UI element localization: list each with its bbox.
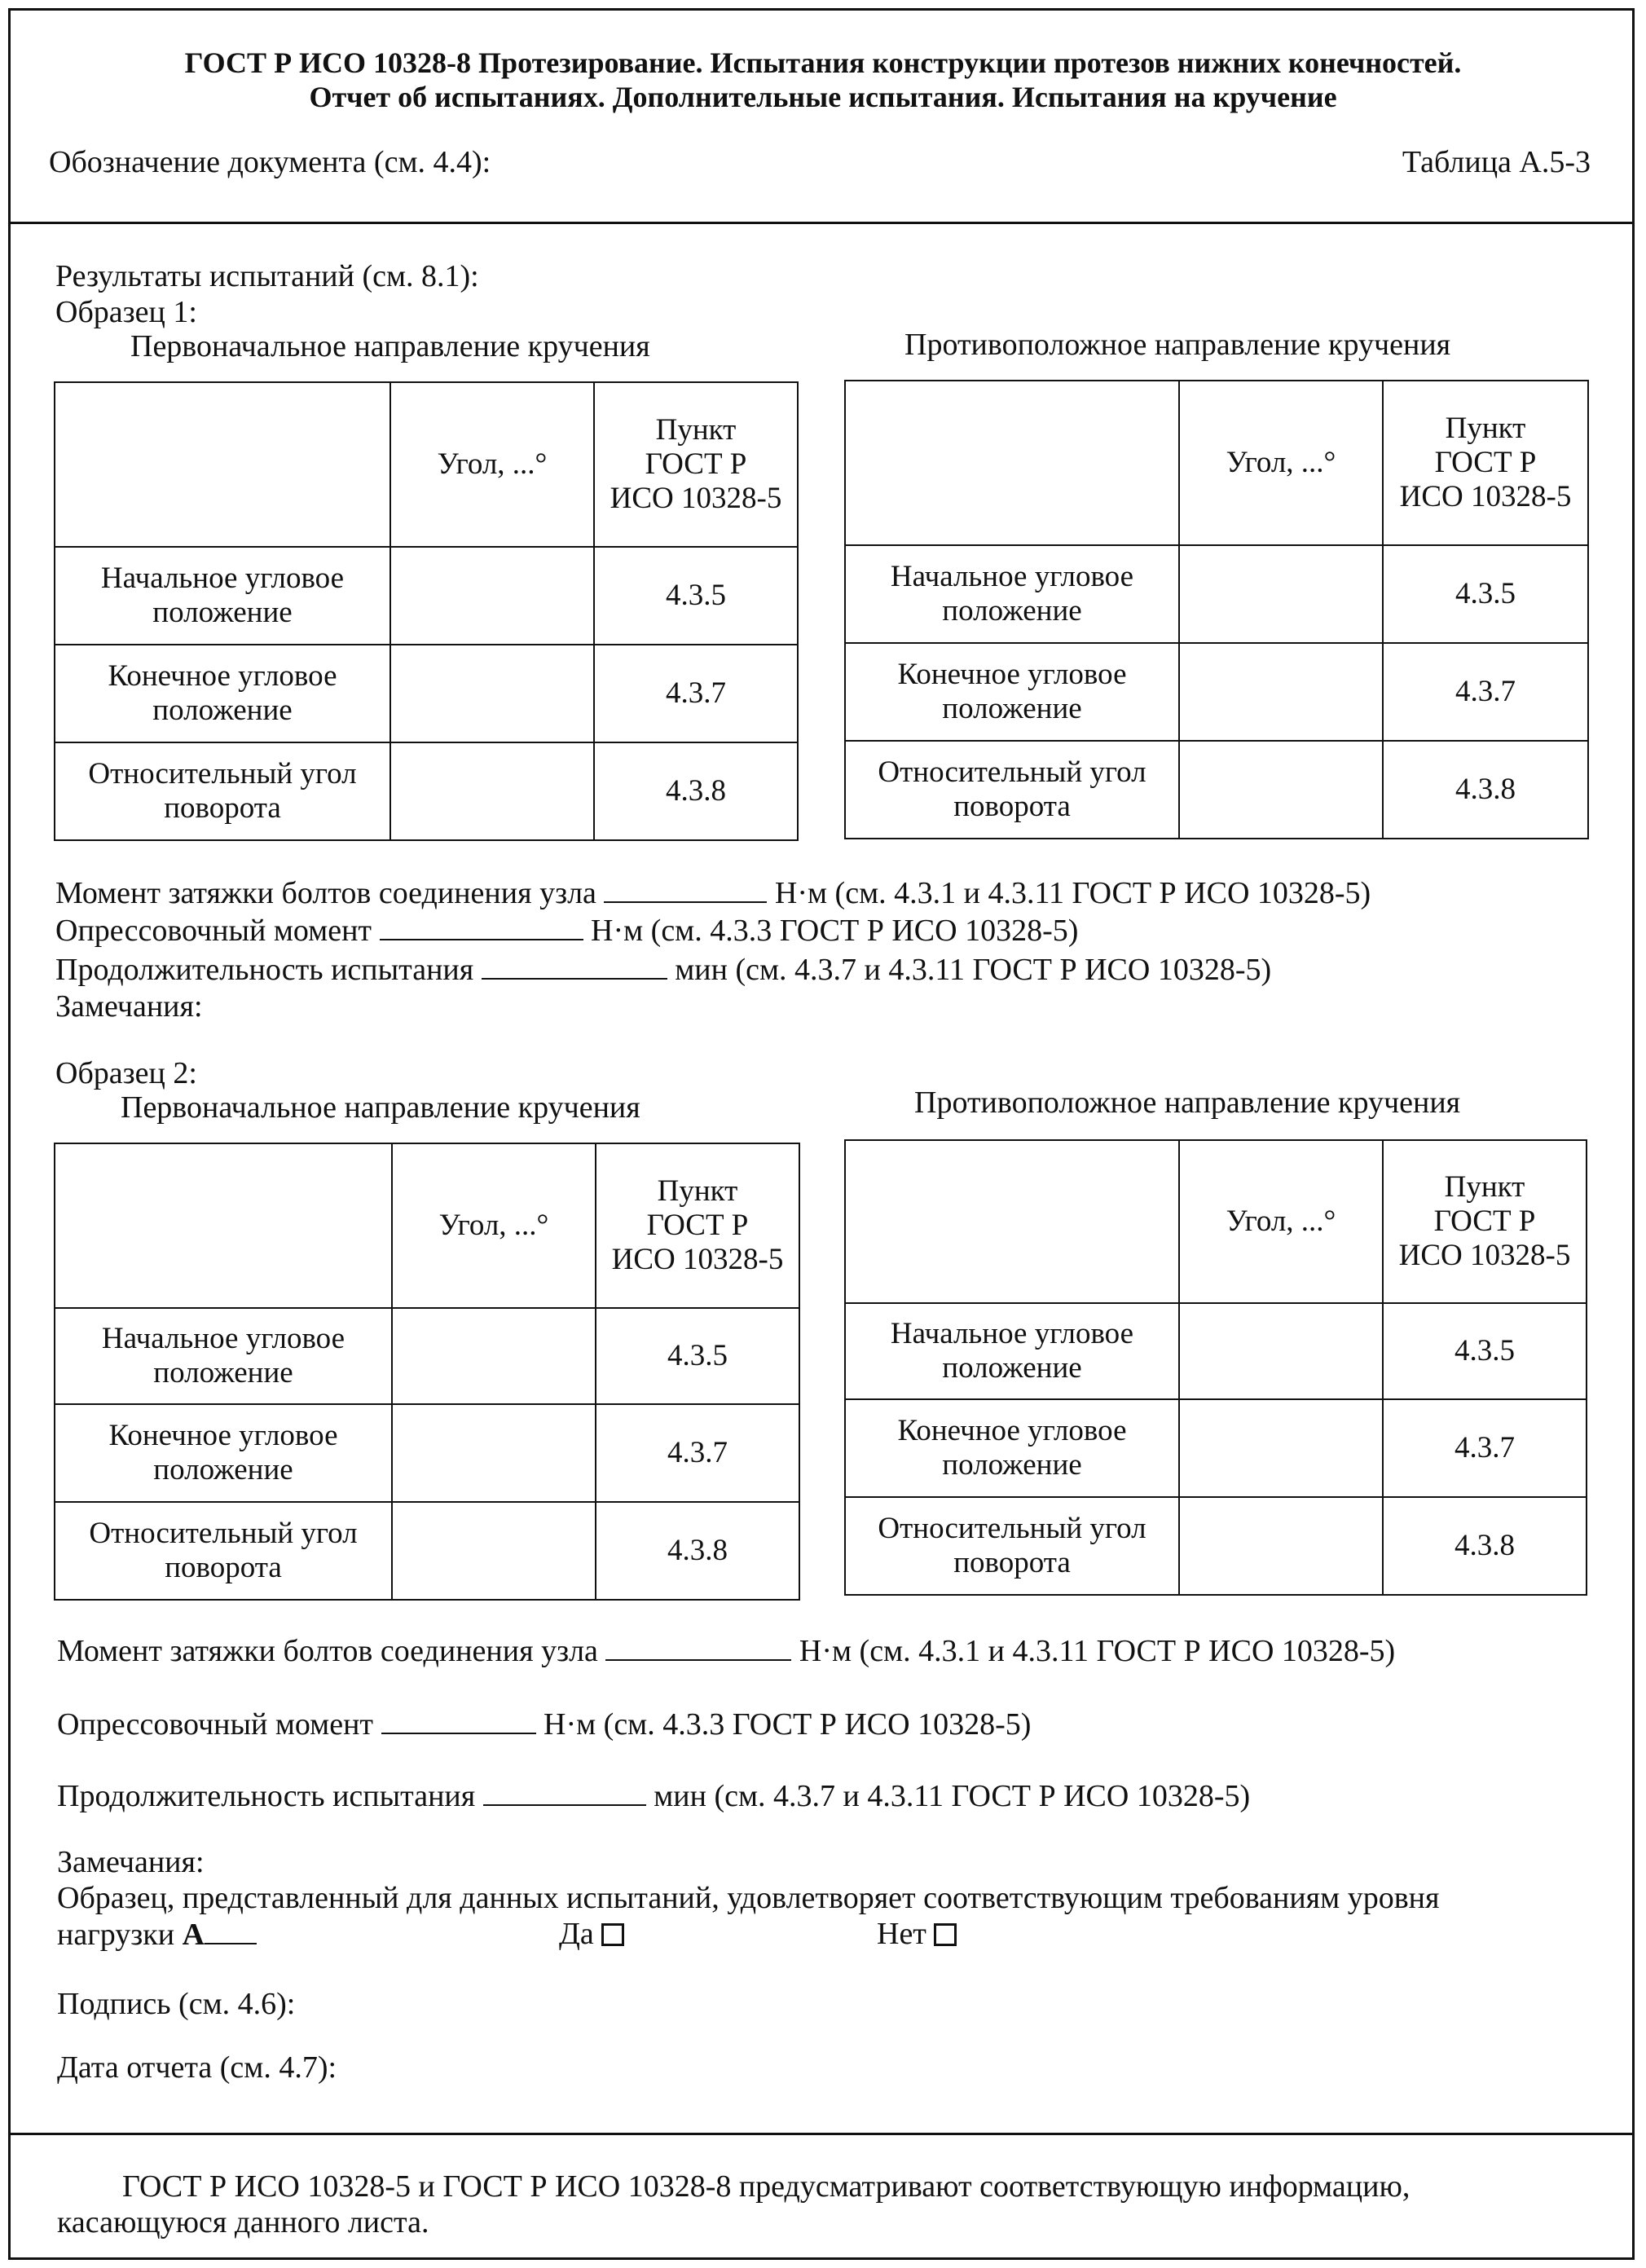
angle-value-cell[interactable] xyxy=(392,1308,596,1404)
clause-value: 4.3.8 xyxy=(1383,741,1588,839)
angle-value-cell[interactable] xyxy=(1179,1303,1383,1399)
angle-value-cell[interactable] xyxy=(390,547,594,645)
load-level-letter: А xyxy=(182,1918,205,1952)
clause-value: 4.3.8 xyxy=(1383,1497,1587,1595)
sample-2-torque-line xyxy=(57,1632,1395,1670)
no-checkbox[interactable] xyxy=(934,1923,957,1946)
yes-label: Да xyxy=(559,1917,594,1951)
torque-input[interactable] xyxy=(605,1632,791,1661)
sample-1-opposite-direction: Противоположное направление кручения xyxy=(904,328,1451,362)
angle-value-cell[interactable] xyxy=(392,1404,596,1502)
clause-value: 4.3.7 xyxy=(1383,1399,1587,1497)
row-label: Конечное угловое положение xyxy=(55,645,390,742)
title-line-1: ГОСТ Р ИСО 10328-8 Протезирование. Испытания конструкции протезов нижних конечностей. xyxy=(184,46,1462,79)
sample-1-press-line xyxy=(55,911,1078,949)
corner-cell xyxy=(845,1140,1179,1303)
duration-ref: мин (см. 4.3.7 и 4.3.11 ГОСТ Р ИСО 10328-5) xyxy=(654,1779,1251,1813)
clause-header: Пункт ГОСТ Р ИСО 10328-5 xyxy=(594,382,798,547)
sample-2-opposite-table xyxy=(844,1139,1587,1596)
clause-header: Пункт ГОСТ Р ИСО 10328-5 xyxy=(1383,381,1588,545)
clause-value: 4.3.7 xyxy=(594,645,798,742)
clause-value: 4.3.5 xyxy=(1383,545,1588,643)
sample-2-duration-line xyxy=(57,1777,1250,1815)
table-number: Таблица А.5-3 xyxy=(1402,145,1591,179)
row-label: Конечное угловое положение xyxy=(55,1404,392,1502)
footer-divider xyxy=(8,2133,1635,2135)
clause-header: Пункт ГОСТ Р ИСО 10328-5 xyxy=(596,1143,799,1308)
duration-input[interactable] xyxy=(482,950,667,980)
yes-checkbox[interactable] xyxy=(601,1923,624,1946)
sample-2-press-line xyxy=(57,1705,1031,1743)
load-label: нагрузки xyxy=(57,1918,175,1952)
clause-value: 4.3.5 xyxy=(1383,1303,1587,1399)
angle-value-cell[interactable] xyxy=(1179,643,1383,741)
angle-value-cell[interactable] xyxy=(392,1502,596,1600)
angle-value-cell[interactable] xyxy=(1179,1497,1383,1595)
sample-1-label: Образец 1: xyxy=(55,295,197,329)
row-label: Относительный угол поворота xyxy=(845,1497,1179,1595)
duration-label: Продолжительность испытания xyxy=(55,953,474,987)
sample-2-initial-direction: Первоначальное направление кручения xyxy=(121,1090,640,1125)
sample-1-initial-direction: Первоначальное направление кручения xyxy=(130,329,650,363)
clause-value: 4.3.8 xyxy=(594,742,798,840)
signature-label: Подпись (см. 4.6): xyxy=(57,1987,296,2021)
torque-ref: Н·м (см. 4.3.1 и 4.3.11 ГОСТ Р ИСО 10328-5) xyxy=(774,876,1371,910)
header-divider xyxy=(8,222,1635,224)
angle-value-cell[interactable] xyxy=(390,645,594,742)
press-input[interactable] xyxy=(380,911,583,940)
sample-1-remarks: Замечания: xyxy=(55,989,203,1024)
results-label: Результаты испытаний (см. 8.1): xyxy=(55,259,479,293)
torque-ref: Н·м (см. 4.3.1 и 4.3.11 ГОСТ Р ИСО 10328-5) xyxy=(799,1634,1396,1668)
sample-1-duration-line xyxy=(55,950,1271,989)
angle-value-cell[interactable] xyxy=(1179,741,1383,839)
torque-label: Момент затяжки болтов соединения узла xyxy=(57,1634,598,1668)
angle-value-cell[interactable] xyxy=(1179,1399,1383,1497)
corner-cell xyxy=(55,382,390,547)
row-label: Начальное угловое положение xyxy=(55,547,390,645)
duration-ref: мин (см. 4.3.7 и 4.3.11 ГОСТ Р ИСО 10328-5) xyxy=(675,953,1272,987)
clause-value: 4.3.5 xyxy=(596,1308,799,1404)
angle-value-cell[interactable] xyxy=(390,742,594,840)
title-line-2: Отчет об испытаниях. Дополнительные испытания. Испытания на кручение xyxy=(309,81,1337,113)
angle-header: Угол, ...° xyxy=(390,382,594,547)
conclusion-line-2 xyxy=(57,1915,1198,1953)
duration-label: Продолжительность испытания xyxy=(57,1779,476,1813)
sample-2-label: Образец 2: xyxy=(55,1056,197,1090)
row-label: Конечное угловое положение xyxy=(845,1399,1179,1497)
angle-header: Угол, ...° xyxy=(1179,381,1383,545)
no-option xyxy=(877,1915,957,1953)
row-label: Конечное угловое положение xyxy=(845,643,1179,741)
clause-value: 4.3.7 xyxy=(1383,643,1588,741)
doc-designation-label: Обозначение документа (см. 4.4): xyxy=(49,145,491,179)
sample-1-initial-table xyxy=(54,381,799,841)
torque-input[interactable] xyxy=(604,874,767,903)
press-label: Опрессовочный момент xyxy=(57,1707,374,1742)
corner-cell xyxy=(55,1143,392,1308)
row-label: Относительный угол поворота xyxy=(55,1502,392,1600)
press-input[interactable] xyxy=(381,1705,536,1734)
yes-option xyxy=(559,1915,624,1953)
row-label: Относительный угол поворота xyxy=(845,741,1179,839)
report-date-label: Дата отчета (см. 4.7): xyxy=(57,2050,337,2085)
footer-line-2: касающуюся данного листа. xyxy=(57,2205,429,2239)
press-ref: Н·м (см. 4.3.3 ГОСТ Р ИСО 10328-5) xyxy=(591,914,1079,948)
footer-line-1: ГОСТ Р ИСО 10328-5 и ГОСТ Р ИСО 10328-8 предусматривают соответствующую информацию, xyxy=(122,2169,1411,2204)
no-label: Нет xyxy=(877,1917,926,1951)
row-label: Относительный угол поворота xyxy=(55,742,390,840)
press-label: Опрессовочный момент xyxy=(55,914,372,948)
document-title xyxy=(49,46,1597,114)
corner-cell xyxy=(845,381,1179,545)
clause-value: 4.3.8 xyxy=(596,1502,799,1600)
row-label: Начальное угловое положение xyxy=(845,1303,1179,1399)
clause-value: 4.3.5 xyxy=(594,547,798,645)
sample-2-initial-table xyxy=(54,1143,800,1601)
sample-2-opposite-direction: Противоположное направление кручения xyxy=(914,1086,1461,1120)
angle-header: Угол, ...° xyxy=(1179,1140,1383,1303)
row-label: Начальное угловое положение xyxy=(845,545,1179,643)
sample-1-opposite-table xyxy=(844,380,1589,839)
row-label: Начальное угловое положение xyxy=(55,1308,392,1404)
press-ref: Н·м (см. 4.3.3 ГОСТ Р ИСО 10328-5) xyxy=(544,1707,1032,1742)
angle-value-cell[interactable] xyxy=(1179,545,1383,643)
conclusion-line-1: Образец, представленный для данных испытаний, удовлетворяет соответствующим требованиям уровня xyxy=(57,1881,1440,1915)
duration-input[interactable] xyxy=(483,1777,646,1806)
clause-value: 4.3.7 xyxy=(596,1404,799,1502)
sample-2-remarks: Замечания: xyxy=(57,1845,205,1879)
clause-header: Пункт ГОСТ Р ИСО 10328-5 xyxy=(1383,1140,1587,1303)
load-level-input[interactable] xyxy=(205,1915,257,1944)
sample-1-torque-line xyxy=(55,874,1371,912)
torque-label: Момент затяжки болтов соединения узла xyxy=(55,876,596,910)
angle-header: Угол, ...° xyxy=(392,1143,596,1308)
